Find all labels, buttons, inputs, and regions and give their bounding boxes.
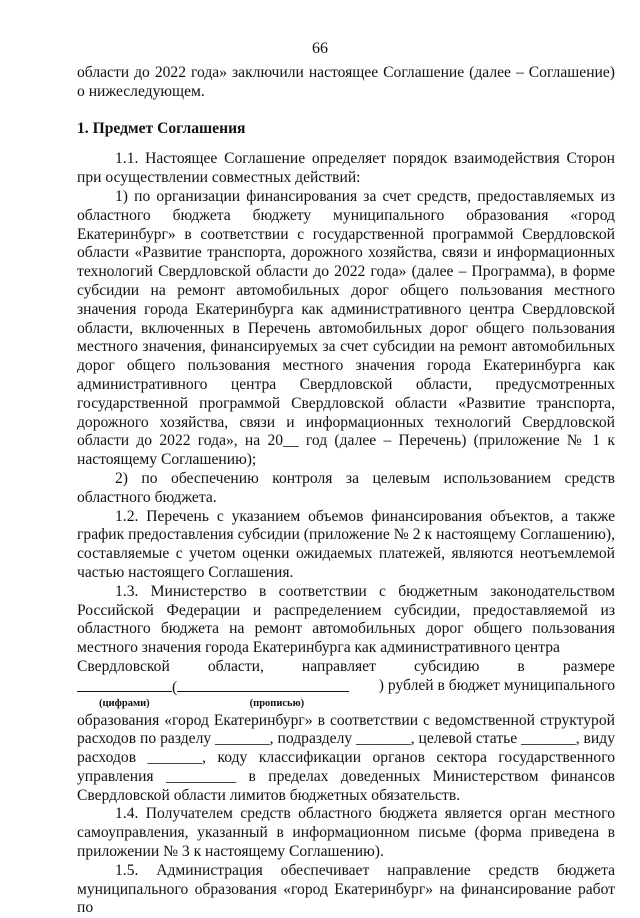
amount-line-tail: ) рублей в бюджет муниципального <box>378 676 615 694</box>
paragraph-1-1-item-1: 1) по организации финансирования за счет средств, предоставляемых из областного бюджета бюджету муниципального образования «город Екатеринбург» в соответствии с государственной программой Свердловской области «Развитие транспорта, дорожного хозяйства, связи и информационных технологий Свердловской области до 2022 года» (далее – Программа), в форме субсидии на ремонт автомобильных дорог общего пользования местного значения города Екатеринбурга как административного центра Свердловской области, включенных в Перечень автомобильных дорог общего пользования местного значения, финансируемых за счет субсидии на ремонт автомобильных дорог общего пользования местного значения города Екатеринбурга как административного центра Свердловской области, предусмотренных государственной программой Свердловской области «Развитие транспорта, дорожного хозяйства, связи и информационных технологий Свердловской области до 2022 года», на 20__ год (далее – Перечень) (приложение № 1 к настоящему Соглашению); <box>77 187 615 469</box>
amount-digits-blank <box>77 677 172 692</box>
word: в <box>517 657 525 675</box>
paragraph-1-3-start: 1.3. Министерство в соответствии с бюджетным законодательством Российской Федерации и распределением субсидии, предоставляемой из областного бюджета на ремонт автомобильных дорог общего пользования местного значения города Екатеринбурга как административного центра <box>77 582 615 657</box>
amount-fields <box>77 677 349 698</box>
paragraph-1-3-amount-line <box>77 677 615 698</box>
amount-captions <box>77 698 615 712</box>
paragraph-1-1: 1.1. Настоящее Соглашение определяет порядок взаимодействия Сторон при осуществлении совместных действий: <box>77 150 615 187</box>
paragraph-1-5: 1.5. Администрация обеспечивает направление средств бюджета муниципального образования «город Екатеринбург» на финансирование работ по <box>77 861 615 917</box>
caption-words: (прописью) <box>249 697 305 709</box>
word: направляет <box>301 657 376 675</box>
page-number: 66 <box>312 40 328 57</box>
section-title: 1. Предмет Соглашения <box>77 119 246 137</box>
paragraph-1-2: 1.2. Перечень с указанием объемов финансирования объектов, а также график предоставления субсидии (приложение № 2 к настоящему Соглашению), составляемые с учетом оценки ожидаемых платежей, являются неотъемлемой частью настоящего Соглашения. <box>77 507 615 581</box>
word: размере <box>562 657 615 675</box>
caption-digits: (цифрами) <box>99 697 150 709</box>
document-body <box>77 64 615 918</box>
amount-words-blank <box>177 677 349 692</box>
open-paren: ( <box>172 678 178 696</box>
paragraph-1-3-justified-line <box>77 658 615 677</box>
paragraph-1-3-end: образования «город Екатеринбург» в соответствии с ведомственной структурой расходов по разделу _______, подразделу _______, целевой статье _______, виду расходов _______, коду классификации органов сектора государственного управления _________ в пределах доведенных Министерством финансов Свердловской области лимитов бюджетных обязательств. <box>77 711 615 804</box>
word: области, <box>207 657 264 675</box>
word: субсидию <box>413 657 480 675</box>
paragraph-1-1-item-2: 2) по обеспечению контроля за целевым использованием средств областного бюджета. <box>77 469 615 506</box>
word: Свердловской <box>77 657 170 675</box>
intro-paragraph: области до 2022 года» заключили настоящее Соглашение (далее – Соглашение) о нижеследующем. <box>77 64 615 100</box>
paragraph-1-4: 1.4. Получателем средств областного бюджета является орган местного самоуправления, указанный в информационном письме (форма приведена в приложении № 3 к настоящему Соглашению). <box>77 805 615 861</box>
